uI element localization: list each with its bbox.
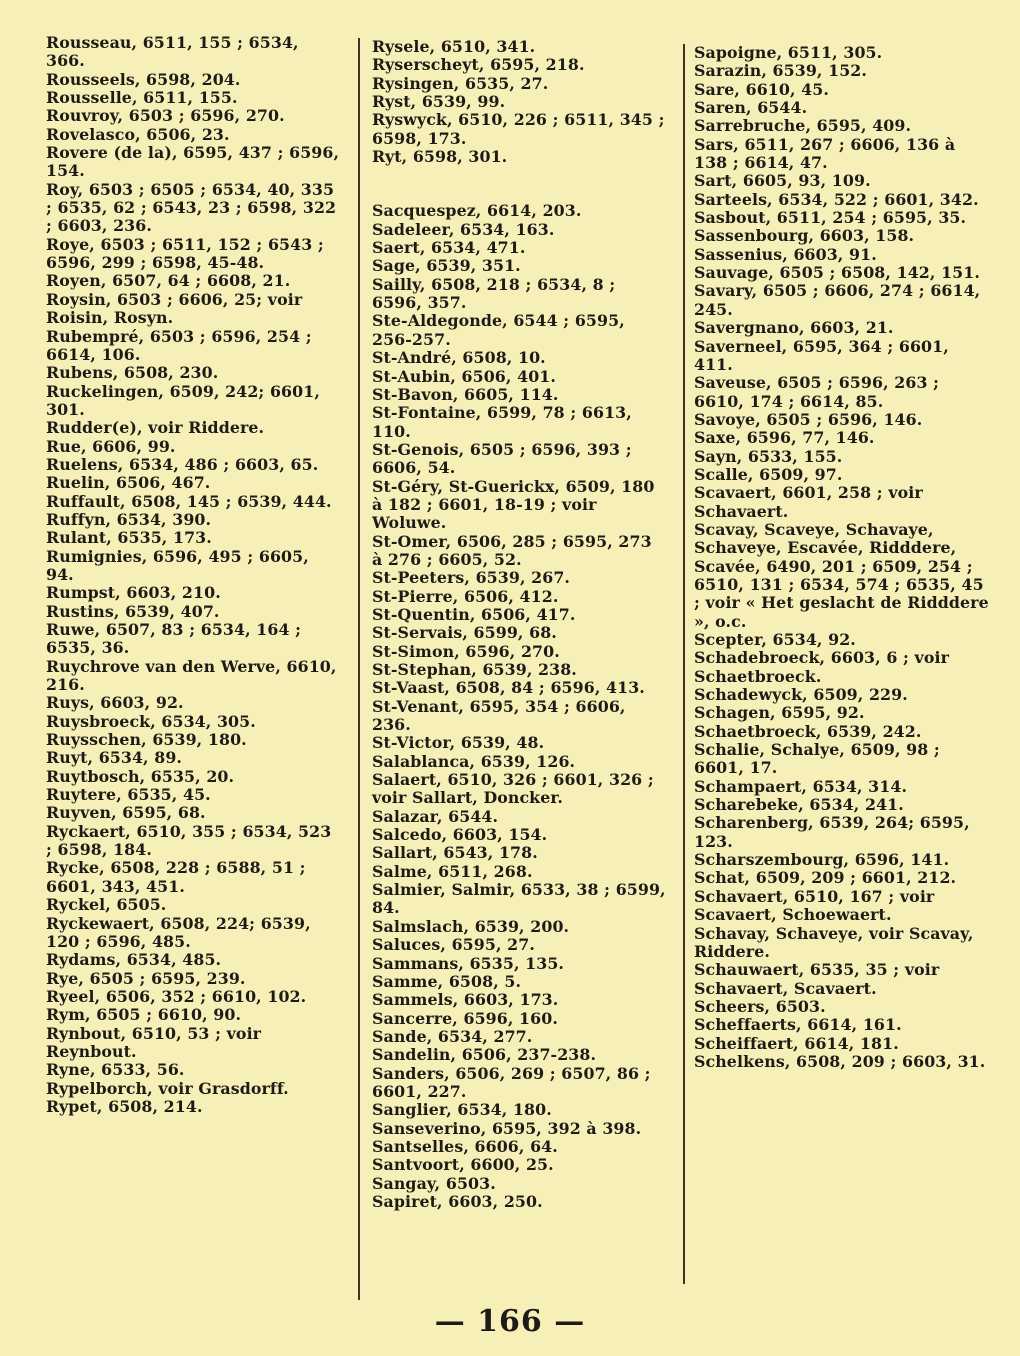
index-entry: St-Servais, 6599, 68. [372,623,557,643]
index-entry: Sars, 6511, 267 ; 6606, 136 à 138 ; 6614, 47. [694,134,956,173]
index-entry: Ruys, 6603, 92. [46,693,184,713]
index-entry: Salaert, 6510, 326 ; 6601, 326 ; voir Sallart, Doncker. [372,770,654,808]
index-entry: Rynbout, 6510, 53 ; voir Reynbout. [46,1023,262,1061]
index-entry: St-Simon, 6596, 270. [372,641,560,661]
index-entry: Rypet, 6508, 214. [46,1096,203,1116]
section-gap [372,166,666,202]
index-entry: Ryne, 6533, 56. [46,1060,185,1080]
index-entry: Sapoigne, 6511, 305. [694,43,883,62]
index-entry: Ryst, 6539, 99. [372,92,506,112]
index-entry: Scharenberg, 6539, 264; 6595, 123. [694,813,970,851]
index-entry: Rudder(e), voir Riddere. [46,418,265,438]
index-entry: St-Géry, St-Guerickx, 6509, 180 à 182 ; 6601, 18-19 ; voir Woluwe. [372,476,655,533]
index-entry: Rulant, 6535, 173. [46,528,212,548]
index-entry: Rustins, 6539, 407. [46,601,220,621]
index-entry: Sanders, 6506, 269 ; 6507, 86 ; 6601, 227. [372,1063,651,1101]
index-entry: Schauwaert, 6535, 35 ; voir Schavaert, Scavaert. [694,960,940,998]
index-entry: Sancerre, 6596, 160. [372,1008,558,1028]
index-entry: Rym, 6505 ; 6610, 90. [46,1005,242,1025]
index-entry: Ruytere, 6535, 45. [46,785,211,805]
index-entry: Savoye, 6505 ; 6596, 146. [694,409,923,429]
index-entry: Salmier, Salmir, 6533, 38 ; 6599, 84. [372,880,666,918]
index-entry: Ruyven, 6595, 68. [46,803,206,823]
index-entry: Sacquespez, 6614, 203. [372,201,582,221]
index-entry: Saren, 6544. [694,98,808,118]
index-entry: Sarazin, 6539, 152. [694,61,867,81]
index-entry: Scheiffaert, 6614, 181. [694,1033,899,1053]
index-entry: Sadeleer, 6534, 163. [372,219,555,239]
index-entry: Scavay, Scaveye, Schavaye, Schaveye, Escavée, Ridddere, Scavée, 6490, 201 ; 6509, 254 ; 6510, 131 ; 6534, 574 ; 6535, 45 ; voir « Het geslacht de Ridddere », o.c. [694,519,989,631]
index-entry: Schaetbroeck, 6539, 242. [694,721,922,741]
index-entry: Rubens, 6508, 230. [46,363,219,383]
index-entry: Ruysbroeck, 6534, 305. [46,711,256,731]
index-entry: Sauvage, 6505 ; 6508, 142, 151. [694,263,980,283]
index-entry: Rovelasco, 6506, 23. [46,124,230,144]
index-entry: Sapiret, 6603, 250. [372,1191,543,1211]
index-entry: Saveuse, 6505 ; 6596, 263 ; 6610, 174 ; 6614, 85. [694,373,940,411]
index-entry: Sanseverino, 6595, 392 à 398. [372,1118,642,1138]
index-entry: Salazar, 6544. [372,806,499,826]
index-entry: Scharebeke, 6534, 241. [694,795,904,815]
index-entry: Ruelin, 6506, 467. [46,473,211,493]
index-entry: Royen, 6507, 64 ; 6608, 21. [46,271,291,291]
index-entry: Schelkens, 6508, 209 ; 6603, 31. [694,1051,986,1071]
index-entry: Santvoort, 6600, 25. [372,1155,554,1175]
index-entry: Ryserscheyt, 6595, 218. [372,55,585,75]
index-entry: Roye, 6503 ; 6511, 152 ; 6543 ; 6596, 299 ; 6598, 45-48. [46,234,324,273]
index-entry: Saluces, 6595, 27. [372,935,535,955]
index-entry: Ryt, 6598, 301. [372,147,508,167]
index-entry: Rousseels, 6598, 204. [46,69,241,89]
index-entry: Saert, 6534, 471. [372,238,526,258]
index-entry: Schampaert, 6534, 314. [694,776,908,796]
index-entry: Savergnano, 6603, 21. [694,318,894,338]
index-entry: St-Peeters, 6539, 267. [372,568,571,588]
index-entry: Ruckelingen, 6509, 242; 6601, 301. [46,381,320,419]
page-number: — 166 — [434,1304,586,1339]
index-entry: Santselles, 6606, 64. [372,1136,558,1156]
index-entry: Ruychrove van den Werve, 6610, 216. [46,656,337,695]
index-entry: Sage, 6539, 351. [372,256,521,276]
index-entry: Sare, 6610, 45. [694,79,829,99]
index-entry: St-Genois, 6505 ; 6596, 393 ; 6606, 54. [372,439,632,478]
index-entry: Sassenius, 6603, 91. [694,244,877,264]
index-entry: Rysele, 6510, 341. [372,37,536,56]
index-entry: Schagen, 6595, 92. [694,703,865,723]
index-entry: Rysingen, 6535, 27. [372,73,549,93]
index-entry: St-André, 6508, 10. [372,348,546,368]
index-entry: Rumignies, 6596, 495 ; 6605, 94. [46,546,309,584]
index-entry: Scavaert, 6601, 258 ; voir Schavaert. [694,483,923,521]
index-entry: St-Pierre, 6506, 412. [372,586,559,606]
index-entry: Ruysschen, 6539, 180. [46,730,247,750]
index-entry: Sailly, 6508, 218 ; 6534, 8 ; 6596, 357. [372,274,616,313]
index-entry: Sayn, 6533, 155. [694,446,843,466]
index-entry: Schavay, Schaveye, voir Scavay, Riddere. [694,923,974,961]
index-entry: Ruffault, 6508, 145 ; 6539, 444. [46,491,332,511]
index-entry: St-Victor, 6539, 48. [372,733,545,753]
index-entry: Rycke, 6508, 228 ; 6588, 51 ; 6601, 343, 451. [46,858,306,896]
index-entry: Ruffyn, 6534, 390. [46,509,212,529]
index-entry: Ryckaert, 6510, 355 ; 6534, 523 ; 6598, 184. [46,821,332,860]
index-entry: Sasbout, 6511, 254 ; 6595, 35. [694,208,967,228]
index-entry: Ruwe, 6507, 83 ; 6534, 164 ; 6535, 36. [46,620,302,658]
index-entry: Salmslach, 6539, 200. [372,916,570,936]
column-divider [683,44,685,1284]
index-entry: St-Omer, 6506, 285 ; 6595, 273 à 276 ; 6605, 52. [372,531,652,569]
index-entry: Rue, 6606, 99. [46,436,176,456]
index-entry: Rubempré, 6503 ; 6596, 254 ; 6614, 106. [46,326,312,364]
index-entry: Rousseau, 6511, 155 ; 6534, 366. [46,33,299,71]
index-entry: Roysin, 6503 ; 6606, 25; voir Roisin, Rosyn. [46,289,303,328]
index-entry: Rovere (de la), 6595, 437 ; 6596, 154. [46,143,340,181]
index-entry: Sammels, 6603, 173. [372,990,559,1010]
index-entry: Ruelens, 6534, 486 ; 6603, 65. [46,454,319,474]
index-entry: Savary, 6505 ; 6606, 274 ; 6614, 245. [694,281,981,319]
index-entry: Rumpst, 6603, 210. [46,583,221,603]
index-entry: Salme, 6511, 268. [372,861,533,881]
index-entry: Ruytbosch, 6535, 20. [46,766,235,786]
index-entry: Ryckel, 6505. [46,895,167,915]
index-entry: Sandelin, 6506, 237-238. [372,1045,597,1065]
index-entry: Samme, 6508, 5. [372,971,522,991]
index-entry: Schavaert, 6510, 167 ; voir Scavaert, Schoewaert. [694,886,935,925]
index-entry: Rypelborch, voir Grasdorff. [46,1078,289,1098]
index-entry: Sallart, 6543, 178. [372,843,538,863]
index-entry: Salablanca, 6539, 126. [372,751,576,771]
index-entry: Ryckewaert, 6508, 224; 6539, 120 ; 6596, 485. [46,913,311,951]
index-entry: Ryswyck, 6510, 226 ; 6511, 345 ; 6598, 173. [372,110,665,148]
index-entry: St-Bavon, 6605, 114. [372,384,559,404]
column-divider [358,38,360,1300]
index-column-1 [46,34,342,1116]
index-entry: St-Quentin, 6506, 417. [372,604,576,624]
index-entry: Schat, 6509, 209 ; 6601, 212. [694,868,957,888]
index-entry: Rouvroy, 6503 ; 6596, 270. [46,106,285,126]
index-entry: Saverneel, 6595, 364 ; 6601, 411. [694,336,949,374]
index-entry: Sart, 6605, 93, 109. [694,171,871,191]
index-entry: Scheers, 6503. [694,996,826,1016]
index-entry: Schalie, Schalye, 6509, 98 ; 6601, 17. [694,740,940,778]
index-entry: St-Stephan, 6539, 238. [372,660,577,679]
index-entry: Scharszembourg, 6596, 141. [694,850,950,870]
index-entry: Sanglier, 6534, 180. [372,1100,552,1120]
index-entry: St-Vaast, 6508, 84 ; 6596, 413. [372,678,645,698]
index-entry: Sarrebruche, 6595, 409. [694,116,912,136]
index-entry: Rydams, 6534, 485. [46,950,222,970]
index-entry: Scepter, 6534, 92. [694,630,856,649]
index-entry: St-Aubin, 6506, 401. [372,366,556,386]
index-entry: Saxe, 6596, 77, 146. [694,428,875,448]
index-entry: Sarteels, 6534, 522 ; 6601, 342. [694,189,979,209]
index-entry: Sande, 6534, 277. [372,1026,533,1046]
index-entry: Sassenbourg, 6603, 158. [694,226,915,246]
index-column-3 [694,44,992,1071]
index-entry: St-Fontaine, 6599, 78 ; 6613, 110. [372,403,632,441]
index-entry: Ryeel, 6506, 352 ; 6610, 102. [46,986,307,1006]
index-entry: Schadewyck, 6509, 229. [694,685,908,705]
index-entry: Ruyt, 6534, 89. [46,748,183,768]
index-entry: Rye, 6505 ; 6595, 239. [46,968,246,988]
index-entry: Sammans, 6535, 135. [372,953,565,973]
index-entry: Scheffaerts, 6614, 161. [694,1015,902,1035]
index-entry: Roy, 6503 ; 6505 ; 6534, 40, 335 ; 6535, 62 ; 6543, 23 ; 6598, 322 ; 6603, 236. [46,179,337,236]
index-entry: Schadebroeck, 6603, 6 ; voir Schaetbroeck. [694,648,949,686]
index-entry: St-Venant, 6595, 354 ; 6606, 236. [372,696,626,735]
index-column-2 [372,38,666,1211]
index-entry: Rousselle, 6511, 155. [46,88,238,108]
index-entry: Ste-Aldegonde, 6544 ; 6595, 256-257. [372,311,625,349]
index-entry: Scalle, 6509, 97. [694,464,843,484]
index-entry: Salcedo, 6603, 154. [372,825,548,845]
index-entry: Sangay, 6503. [372,1173,496,1193]
